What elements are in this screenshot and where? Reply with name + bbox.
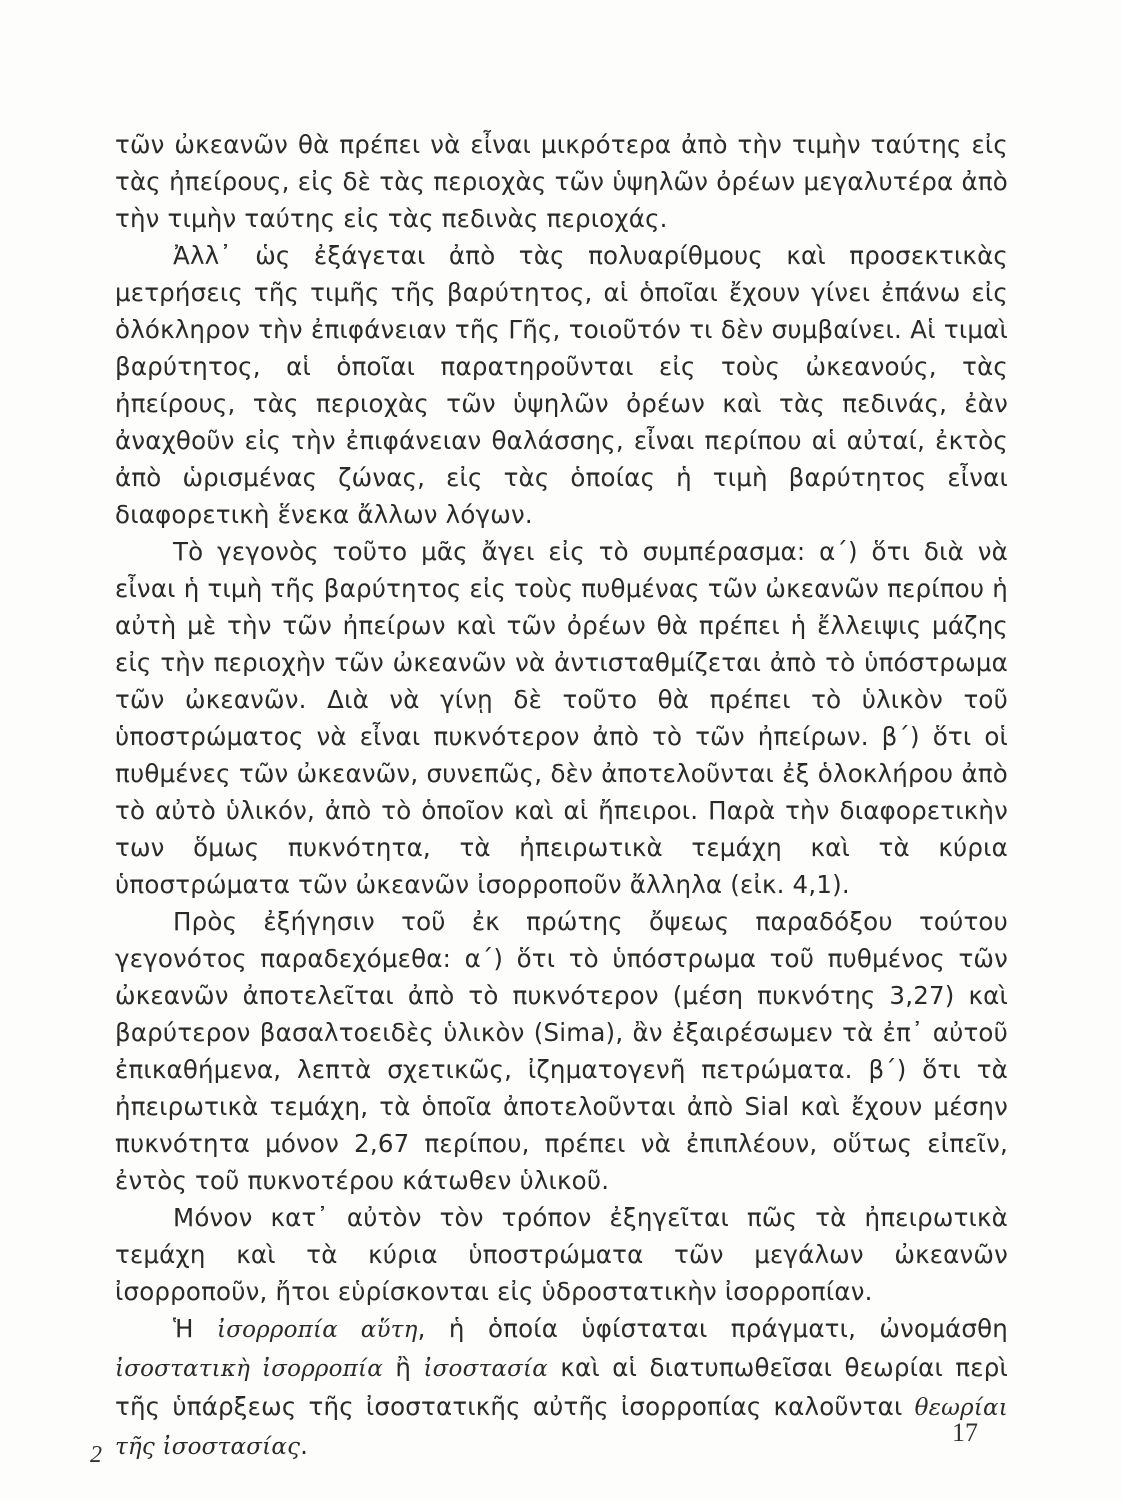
paragraph-6 xyxy=(115,1310,1008,1466)
paragraph-2: Ἀλλ᾽ ὡς ἐξάγεται ἀπὸ τὰς πολυαρίθμους καὶ προσεκτικὰς μετρήσεις τῆς τιμῆς τῆς βαρύτητος, αἱ ὁποῖαι ἔχουν γίνει ἐπάνω εἰς ὁλόκληρον τὴν ἐπιφάνειαν τῆς Γῆς, τοιοῦτόν τι δὲν συμβαίνει. Αἱ τιμαὶ βαρύτητος, αἱ ὁποῖαι παρατηροῦνται εἰς τοὺς ὠκεανούς, τὰς ἠπείρους, τὰς περιοχὰς τῶν ὑψηλῶν ὀρέων καὶ τὰς πεδινάς, ἐὰν ἀναχθοῦν εἰς τὴν ἐπιφάνειαν θαλάσσης, εἶναι περίπου αἱ αὐταί, ἐκτὸς ἀπὸ ὡρισμένας ζώνας, εἰς τὰς ὁποίας ἡ τιμὴ βαρύτητος εἶναι διαφορετικὴ ἕνεκα ἄλλων λόγων. xyxy=(115,241,1008,529)
p6-text-4: καὶ αἱ διατυπωθεῖσαι θεωρίαι περὶ τῆς ὑπάρξεως τῆς ἰσοστατικῆς αὐτῆς ἰσορροπίας καλοῦνται xyxy=(115,1353,1008,1421)
p6-text-2: , ἡ ὁποία ὑφίσταται πράγματι, ὠνομάσθη xyxy=(417,1314,1008,1343)
p6-term-isostasia: ἰσοστασία xyxy=(423,1356,549,1382)
p6-term-isorropia-auti: ἰσορροπία αὕτη xyxy=(217,1317,418,1343)
paragraph-4: Πρὸς ἐξήγησιν τοῦ ἐκ πρώτης ὄψεως παραδόξου τούτου γεγονότος παραδεχόμεθα: α´) ὅτι τὸ ὑπόστρωμα τοῦ πυθμένος τῶν ὠκεανῶν ἀποτελεῖται ἀπὸ τὸ πυκνότερον (μέση πυκνότης 3,27) καὶ βαρύτερον βασαλτοειδὲς ὑλικὸν (Sima), ἂν ἐξαιρέσωμεν τὰ ἐπ᾽ αὐτοῦ ἐπικαθήμενα, λεπτὰ σχετικῶς, ἰζηματογενῆ πετρώματα. β´) ὅτι τὰ ἠπειρωτικὰ τεμάχη, τὰ ὁποῖα ἀποτελοῦνται ἀπὸ Sial καὶ ἔχουν μέσην πυκνότητα μόνον 2,67 περίπου, πρέπει νὰ ἐπιπλέουν, οὕτως εἰπεῖν, ἐντὸς τοῦ πυκνοτέρου κάτωθεν ὑλικοῦ. xyxy=(115,907,1008,1195)
p6-term-isostatiki-isorropia: ἰσοστατικὴ ἰσορροπία xyxy=(115,1356,383,1382)
paragraph-3: Τὸ γεγονὸς τοῦτο μᾶς ἄγει εἰς τὸ συμπέρασμα: α´) ὅτι διὰ νὰ εἶναι ἡ τιμὴ τῆς βαρύτητος εἰς τοὺς πυθμένας τῶν ὠκεανῶν περίπου ἡ αὐτὴ μὲ τὴν τῶν ἠπείρων καὶ τῶν ὀρέων θὰ πρέπει ἡ ἔλλειψις μάζης εἰς τὴν περιοχὴν τῶν ὠκεανῶν νὰ ἀντισταθμίζεται ἀπὸ τὸ ὑπόστρωμα τῶν ὠκεανῶν. Διὰ νὰ γίνῃ δὲ τοῦτο θὰ πρέπει τὸ ὑλικὸν τοῦ ὑποστρώματος νὰ εἶναι πυκνότερον ἀπὸ τὸ τῶν ἠπείρων. β´) ὅτι οἱ πυθμένες τῶν ὠκεανῶν, συνεπῶς, δὲν ἀποτελοῦνται ἐξ ὁλοκλήρου ἀπὸ τὸ αὐτὸ ὑλικόν, ἀπὸ τὸ ὁποῖον καὶ αἱ ἤπειροι. Παρὰ τὴν διαφορετικὴν των ὅμως πυκνότητα, τὰ ἠπειρωτικὰ τεμάχη καὶ τὰ κύρια ὑποστρώματα τῶν ὠκεανῶν ἰσορροποῦν ἄλληλα (εἰκ. 4,1). xyxy=(115,537,1008,899)
p6-text-5: . xyxy=(300,1431,309,1460)
p6-text-3: ἢ xyxy=(382,1353,424,1382)
p6-text-1: Ἡ xyxy=(173,1314,217,1343)
signature-mark: 2 xyxy=(90,1442,102,1468)
body-text xyxy=(115,126,1008,1466)
p6-term-theoriai-isostasias: θεωρίαι τῆς ἰσοστασίας xyxy=(115,1395,1008,1460)
page-number: 17 xyxy=(952,1418,978,1447)
paragraph-1: τῶν ὠκεανῶν θὰ πρέπει νὰ εἶναι μικρότερα ἀπὸ τὴν τιμὴν ταύτης εἰς τὰς ἠπείρους, εἰς δὲ τὰς περιοχὰς τῶν ὑψηλῶν ὀρέων μεγαλυτέρα ἀπὸ τὴν τιμὴν ταύτης εἰς τὰς πεδινὰς περιοχάς. xyxy=(115,130,1008,233)
paragraph-5: Μόνον κατ᾽ αὐτὸν τὸν τρόπον ἐξηγεῖται πῶς τὰ ἠπειρωτικὰ τεμάχη καὶ τὰ κύρια ὑποστρώματα τῶν μεγάλων ὠκεανῶν ἰσορροποῦν, ἤτοι εὑρίσκονται εἰς ὑδροστατικὴν ἰσορροπίαν. xyxy=(115,1203,1008,1306)
